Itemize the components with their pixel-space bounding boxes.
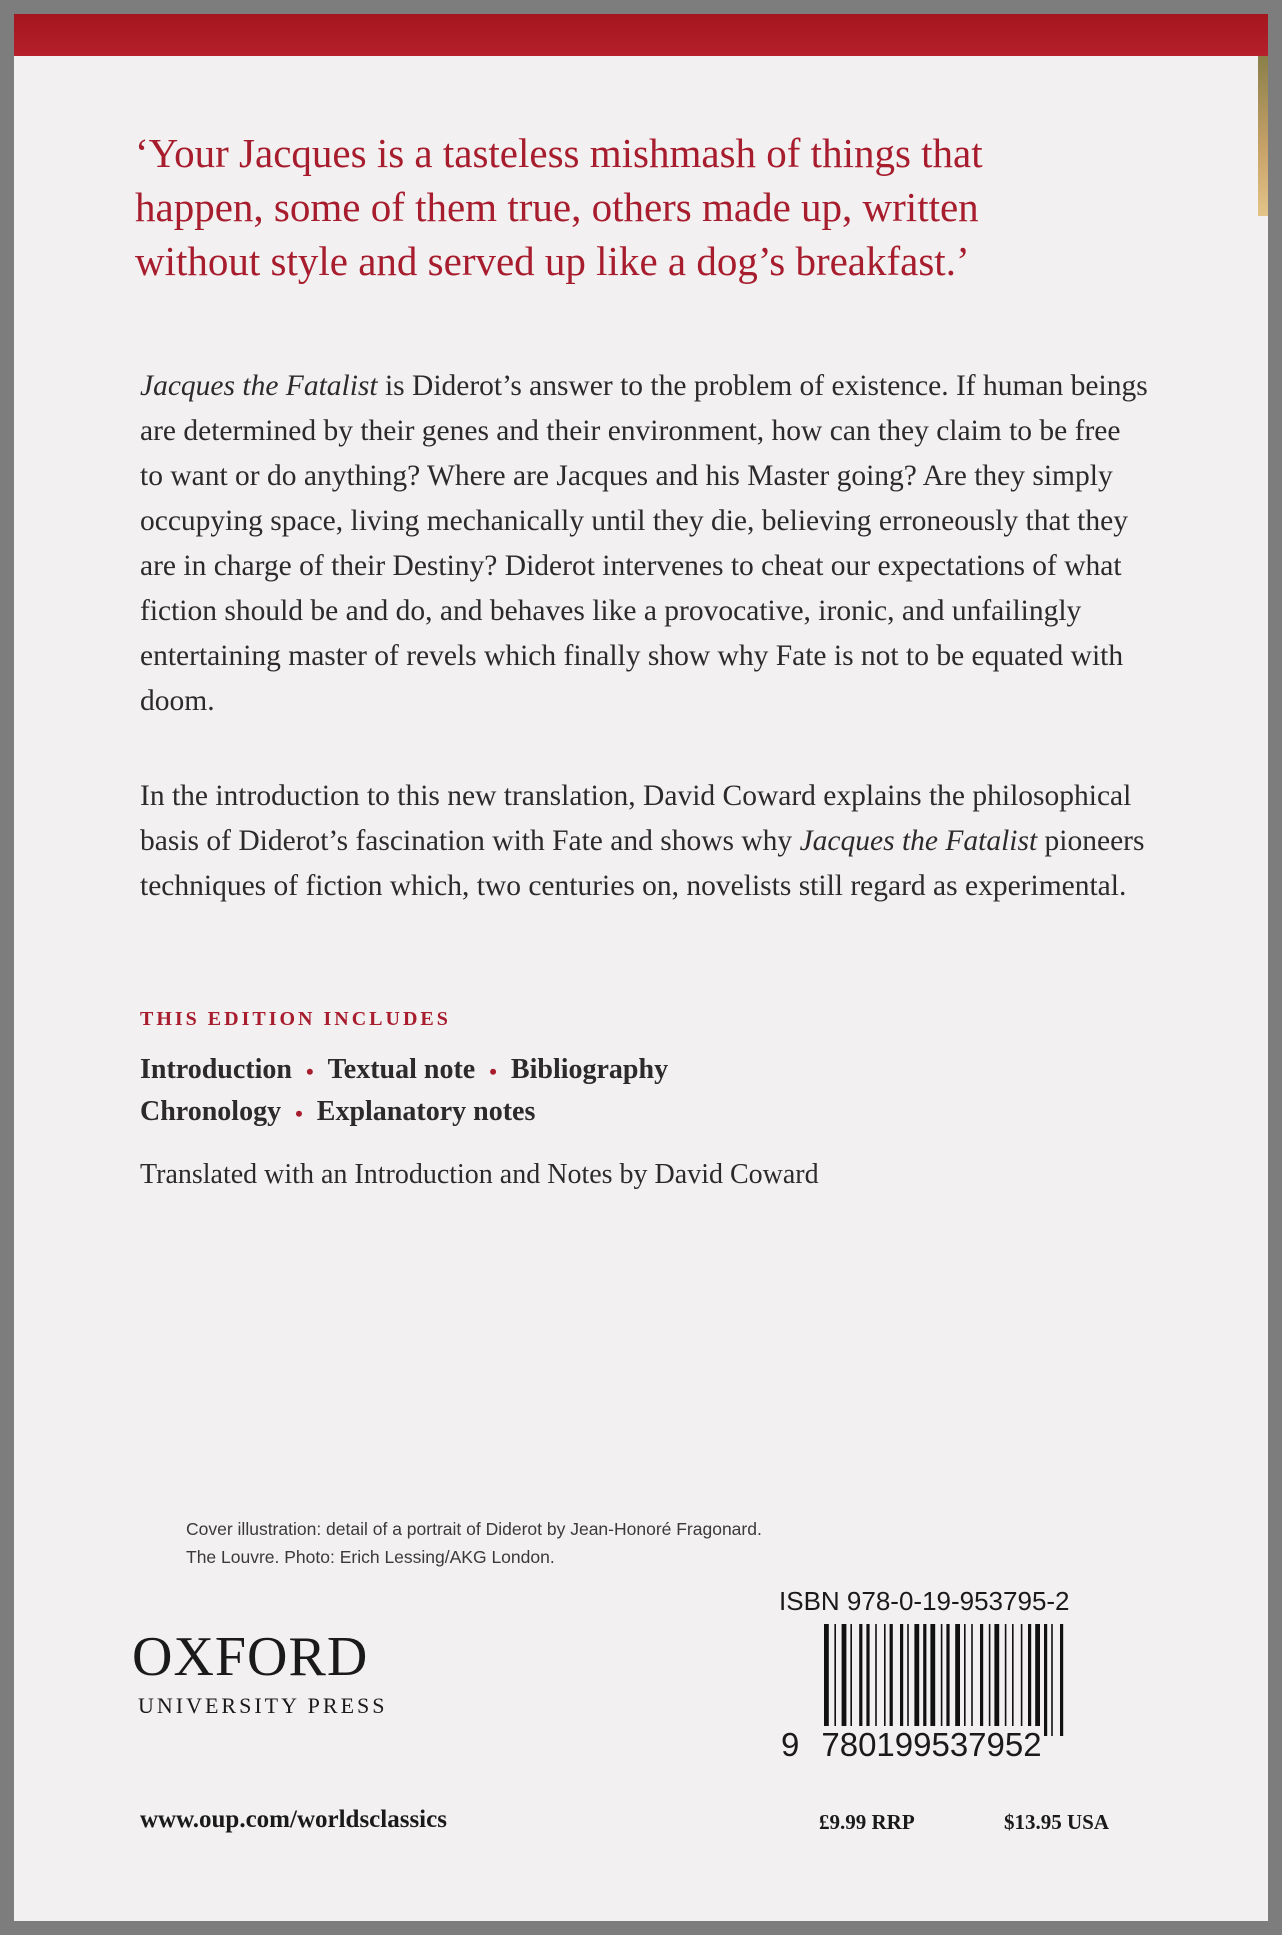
includes-row-1 [140,1050,668,1092]
include-item: Chronology [140,1096,282,1127]
book-title-italic: Jacques the Fatalist [140,370,378,402]
barcode-digits [781,1726,1042,1764]
bullet-icon: • [295,1100,303,1126]
barcode-icon [822,1624,1122,1736]
include-item: Bibliography [510,1054,669,1085]
isbn-label: ISBN 978-0-19-953795-2 [779,1586,1070,1616]
red-top-band [14,14,1268,56]
description-paragraph-1 [140,364,1150,724]
price-us: $13.95 USA [1004,1810,1110,1834]
cover-credit-line-1: Cover illustration: detail of a portrait of Diderot by Jean-Honoré Fragonard. [186,1519,762,1539]
translator-credit: Translated with an Introduction and Notes by David Coward [140,1159,819,1190]
barcode-first-digit: 9 [781,1726,800,1763]
includes-row-2 [140,1092,535,1134]
bullet-icon: • [489,1058,497,1084]
paragraph-2-before: In the introduction to this new translation, David Coward explains the philosophical basis of Diderot’s fascination with Fate and shows why [140,780,1132,857]
pull-quote: ‘Your Jacques is a tasteless mishmash of things that happen, some of them true, others made up, written without style and served up like a dog’s breakfast.’ [135,130,983,284]
book-back-cover [14,14,1268,1921]
book-title-italic-2: Jacques the Fatalist [799,825,1038,857]
paragraph-1-text: is Diderot’s answer to the problem of existence. If human beings are determined by their genes and their environment, how can they claim to be free to want or do anything? Where are Jacques and his Master going? Are they simply occupying space, living mechanically until they die, believing erroneously that they are in charge of their Destiny? Diderot intervenes to cheat our expectations of what fiction should be and do, and behaves like a provocative, ironic, and unfailingly entertaining master of revels which finally show why Fate is not to be equated with doom. [140,370,1148,717]
price-uk: £9.99 RRP [819,1810,915,1834]
oxford-logo [132,1626,388,1719]
include-item: Explanatory notes [316,1096,536,1127]
edition-includes-heading: THIS EDITION INCLUDES [140,1008,451,1030]
paragraph-2-after: pioneers techniques of fiction which, two centuries on, novelists still regard as experimental. [140,825,1145,902]
include-item: Introduction [140,1054,292,1085]
cover-credit-line-2: The Louvre. Photo: Erich Lessing/AKG London. [186,1547,555,1567]
publisher-url[interactable]: www.oup.com/worldsclassics [140,1806,447,1833]
publisher-name: OXFORD [132,1626,369,1688]
barcode-number: 780199537952 [821,1726,1042,1763]
include-item: Textual note [327,1054,476,1085]
publisher-sub: UNIVERSITY PRESS [138,1693,388,1718]
bullet-icon: • [305,1058,314,1084]
description-paragraph-2 [140,774,1150,909]
spine-edge [1258,56,1268,216]
